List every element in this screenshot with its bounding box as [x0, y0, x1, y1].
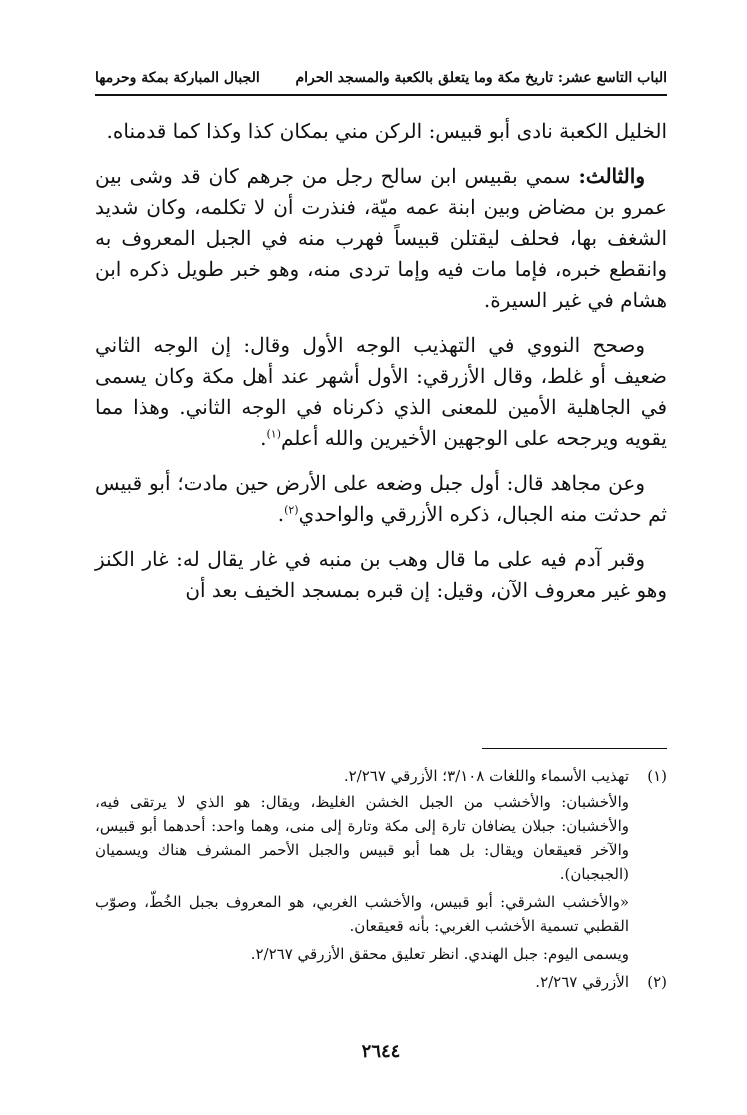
footnote-2-number: (٢) [647, 973, 667, 991]
running-header [95, 56, 667, 86]
paragraph-4 [95, 468, 667, 530]
footnote-ref-1: (١) [266, 427, 281, 441]
footnote-ref-2: (٢) [284, 503, 299, 517]
footnotes [95, 764, 667, 996]
paragraph-2-text: سمي بقبيس ابن سالح رجل من جرهم كان قد وشى بين عمرو بن مضاض وبين ابنة عمه ميّة، فنذرت أن لا تكلمه، وكان شديد الشغف بها، فحلف ليقتلن قبيساً فهرب منه في الجبل المعروف به وانقطع خبره، فإما مات فيه وإما تردى منه، وهو خبر طويل ذكره ابن هشام في غير السيرة. [95, 164, 667, 312]
footnote-1-details [95, 790, 629, 966]
document-page [95, 56, 667, 1106]
section-title: الجبال المباركة بمكة وحرمها [95, 70, 260, 86]
footnote-2 [95, 970, 667, 994]
paragraph-4-end: . [277, 502, 285, 526]
footnote-1 [95, 764, 667, 788]
paragraph-2-lead: والثالث: [578, 164, 645, 188]
paragraph-4-text: وعن مجاهد قال: أول جبل وضعه على الأرض حين مادت؛ أبو قبيس ثم حدثت منه الجبال، ذكره الأزرقي والواحدي [95, 471, 667, 526]
footnote-1-detail-3: ويسمى اليوم: جبل الهندي. انظر تعليق محقق الأزرقي ٢/٢٦٧. [250, 945, 629, 963]
paragraph-3-text: وصحح النووي في التهذيب الوجه الأول وقال: إن الوجه الثاني ضعيف أو غلط، وقال الأزرقي: الأول أشهر عند أهل مكة وكان يسمى في الجاهلية الأمين للمعنى الذي ذكرناه في الوجه الثاني. وهذا مما يقويه ويرجحه على الوجهين الأخيرين والله أعلم [95, 333, 668, 450]
footnote-1-text: تهذيب الأسماء واللغات ٣/١٠٨؛ الأزرقي ٢/٢٦٧. [343, 767, 629, 785]
footnote-1-number: (١) [647, 767, 667, 785]
paragraph-3 [95, 330, 667, 454]
paragraph-5: وقبر آدم فيه على ما قال وهب بن منبه في غار يقال له: غار الكنز وهو غير معروف الآن، وقيل: إن قبره بمسجد الخيف بعد أن [95, 547, 667, 602]
paragraph-2 [95, 161, 667, 316]
page-number: ٢٦٤٤ [361, 1041, 401, 1062]
footnote-1-detail-2: «والأخشب الشرقي: أبو قبيس، والأخشب الغربي، هو المعروف بجبل الخُطّ، وصوّب القطبي تسمية الأخشب الغربي: بأنه قعيقعان. [95, 893, 629, 935]
paragraph-1: الخليل الكعبة نادى أبو قبيس: الركن مني بمكان كذا وكذا كما قدمناه. [106, 119, 667, 143]
footnote-divider [482, 748, 667, 749]
chapter-title: الباب التاسع عشر: تاريخ مكة وما يتعلق بالكعبة والمسجد الحرام [295, 70, 667, 86]
footnote-2-text: الأزرقي ٢/٢٦٧. [535, 973, 629, 991]
paragraph-3-end: . [260, 426, 267, 450]
footnote-1-detail-1: والأخشبان: والأخشب من الجبل الخشن الغليظ، ويقال: هو الذي لا يرتقى فيه، والأخشبان: جبلان يضافان تارة إلى مكة وتارة إلى منى، وهما واحد: أحدهما أبو قبيس، والآخر قعيقعان ويقال: بل هما أبو قبيس والجبل الأحمر المشرف هناك ويسميان (الجبجبان). [95, 793, 629, 883]
header-divider [95, 94, 667, 96]
main-text [95, 116, 667, 620]
